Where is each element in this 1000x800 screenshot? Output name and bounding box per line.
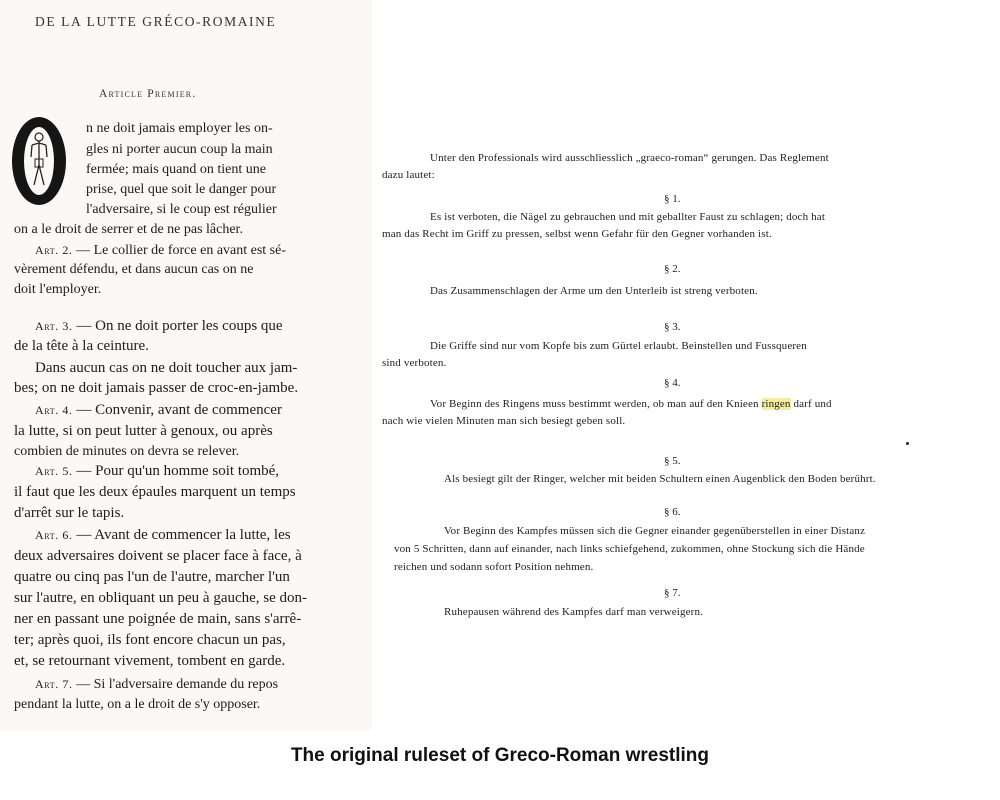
fr-article-6-line: [35, 527, 291, 543]
fr-line: doit l'employer.: [14, 282, 102, 297]
fr-line: on a le droit de serrer et de ne pas lâcher.: [14, 222, 243, 237]
fr-article-2-line: [35, 242, 286, 259]
fr-article-label: Art. 3.: [35, 319, 73, 333]
fr-line: quatre ou cinq pas l'un de l'autre, marcher l'un: [14, 569, 290, 585]
fr-line: n ne doit jamais employer les on-: [86, 121, 273, 136]
de-intro-line: Unter den Professionals wird ausschliesslich „graeco-roman“ gerungen. Das Reglement: [430, 152, 829, 164]
de-line: von 5 Schritten, dann auf einander, nach links schiefgehend, zukommen, ohne Stockung sich die Hände: [394, 543, 865, 555]
fr-line: prise, quel que soit le danger pour: [86, 182, 277, 197]
fr-line: Dans aucun cas on ne doit toucher aux jam-: [35, 360, 298, 376]
fr-article-label: Art. 5.: [35, 464, 73, 478]
section-5-title: § 5.: [664, 455, 681, 467]
de-line-text: darf und: [793, 398, 832, 410]
fr-line: l'adversaire, si le coup est régulier: [86, 202, 277, 217]
de-line: Ruhepausen während des Kampfes darf man verweigern.: [444, 606, 704, 618]
fr-line: vèrement défendu, et dans aucun cas on ne: [14, 262, 254, 277]
fr-line: fermée; mais quand on tient une: [86, 162, 266, 177]
fr-article-label: Art. 7.: [35, 677, 73, 691]
french-running-header: DE LA LUTTE GRÉCO-ROMAINE: [35, 14, 277, 29]
fr-line-text: — Avant de commencer la lutte, les: [76, 527, 291, 543]
fr-article-5-line: [35, 463, 279, 479]
section-3-title: § 3.: [664, 321, 681, 333]
fr-line: d'arrêt sur le tapis.: [14, 505, 125, 521]
drop-cap-o-illustration: [10, 115, 68, 207]
de-line: Vor Beginn des Kampfes müssen sich die Gegner einander gegenüberstellen in einer Distanz: [444, 525, 866, 537]
fr-line: ner en passant une poignée de main, sans s'arrê-: [14, 611, 302, 627]
de-line: Als besiegt gilt der Ringer, welcher mit beiden Schultern einen Augenblick den Boden berührt.: [444, 473, 876, 485]
highlighted-word: ringen: [761, 398, 791, 410]
fr-article-7-line: [35, 676, 278, 693]
section-4-title: § 4.: [664, 377, 681, 389]
section-1-title: § 1.: [664, 193, 681, 205]
fr-line: sur l'autre, en obliquant un peu à gauche, se don-: [14, 590, 308, 606]
fr-line-text: — Pour qu'un homme soit tombé,: [76, 463, 280, 479]
fr-line: bes; on ne doit jamais passer de croc-en-jambe.: [14, 380, 299, 396]
fr-article-label: Art. 2.: [35, 243, 73, 257]
de-line: Das Zusammenschlagen der Arme um den Unterleib ist streng verboten.: [430, 285, 758, 297]
fr-article-label: Art. 6.: [35, 528, 73, 542]
fr-line-text: — Le collier de force en avant est sé-: [76, 243, 287, 258]
fr-article-3-line: [35, 318, 283, 334]
fr-line: la lutte, si on peut lutter à genoux, ou après: [14, 423, 273, 439]
de-line: Es ist verboten, die Nägel zu gebrauchen und mit geballter Faust zu schlagen; doch hat: [430, 211, 826, 223]
section-2-title: § 2.: [664, 263, 681, 275]
de-line-text: Vor Beginn des Ringens muss bestimmt werden, ob man auf den Knieen: [430, 398, 759, 410]
image-caption: The original ruleset of Greco-Roman wrestling: [290, 745, 710, 766]
fr-line: et, se retournant vivement, tombent en garde.: [14, 653, 286, 669]
fr-line-text: — Si l'adversaire demande du repos: [76, 677, 279, 692]
fr-line-text: — Convenir, avant de commencer: [76, 402, 282, 418]
ink-speck: [906, 442, 909, 445]
fr-line: ter; après quoi, ils font encore chacun un pas,: [14, 632, 286, 648]
fr-article-label: Art. 4.: [35, 403, 73, 417]
section-6-title: § 6.: [664, 506, 681, 518]
fr-line: deux adversaires doivent se placer face à face, à: [14, 548, 302, 564]
fr-line: combien de minutes on devra se relever.: [14, 444, 240, 459]
german-page-scan: [372, 135, 1000, 625]
fr-line: pendant la lutte, on a le droit de s'y opposer.: [14, 697, 261, 712]
de-intro-line: dazu lautet:: [382, 169, 435, 181]
de-line: sind verboten.: [382, 357, 447, 369]
article-premier-title: Article Premier.: [99, 88, 197, 100]
fr-line-text: — On ne doit porter les coups que: [76, 318, 283, 334]
de-line: Die Griffe sind nur vom Kopfe bis zum Gürtel erlaubt. Beinstellen und Fussqueren: [430, 340, 807, 352]
fr-line: gles ni porter aucun coup la main: [86, 142, 273, 157]
fr-article-4-line: [35, 402, 282, 418]
fr-line: il faut que les deux épaules marquent un temps: [14, 484, 296, 500]
french-page-scan: [0, 0, 372, 730]
section-7-title: § 7.: [664, 587, 681, 599]
de-line: reichen und sodann sofort Position nehmen.: [394, 561, 594, 573]
de-line-with-highlight: [430, 398, 832, 411]
de-line: man das Recht im Griff zu pressen, selbst wenn Gefahr für den Gegner vorhanden ist.: [382, 228, 772, 240]
fr-line: de la tête à la ceinture.: [14, 338, 149, 354]
de-line: nach wie vielen Minuten man sich besiegt geben soll.: [382, 415, 626, 427]
